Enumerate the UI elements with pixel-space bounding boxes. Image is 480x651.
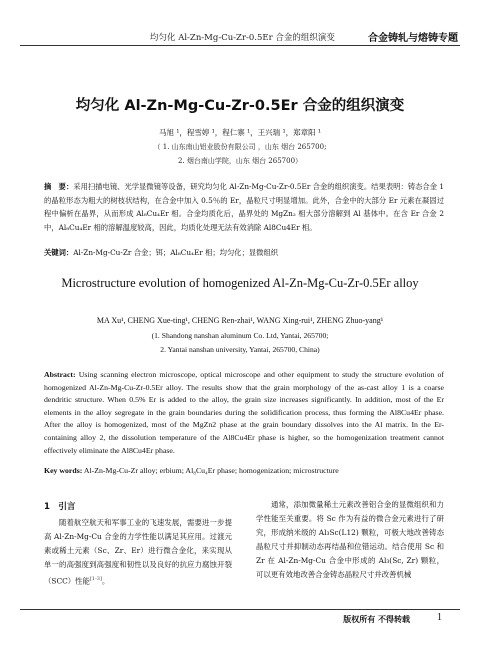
english-keywords-label: Key words:: [44, 466, 83, 475]
chinese-keywords-label: 关键词：: [44, 248, 74, 257]
chinese-abstract-text: 采用扫描电镜、光学显微镜等设备，研究均匀化 Al-Zn-Mg-Cu-Zr-0.5Er 合金的组织演变。结果表明：铸态合金 1 的晶粒形态为粗大的树枝状结构，在合金中加入 0.5％的 Er，晶粒尺寸明显增加。此外，合金中的大部分 Er 元素在凝固过程中偏析在晶界，从而形成 Al₈Cu₄Er 相。合金均质化后，晶界处的 MgZn₂ 相大部分溶解到 Al 基体中。在含 Er 合金 2 中，Al₈Cu₄Er 相的溶解温度较高，因此，均质化处理无法有效消除 Al8Cu4Er 相。: [44, 182, 445, 233]
english-abstract: [44, 369, 444, 457]
header-rule: [20, 45, 460, 46]
body-column-left: [44, 516, 232, 588]
section-heading: 1 引言: [44, 502, 76, 512]
english-affiliation-1: (1. Shandong nanshan aluminum Co. Ltd, Yantai, 265700;: [151, 331, 329, 340]
english-abstract-label: Abstract:: [44, 370, 76, 379]
chinese-affiliation-1: （ 1. 山东南山铝业股份有限公司 ，山东 烟台 265700;: [153, 143, 327, 151]
running-title: 均匀化 Al-Zn-Mg-Cu-Zr-0.5Er 合金的组织演变: [150, 33, 335, 43]
chinese-keywords: [44, 248, 444, 258]
chinese-keywords-text: Al-Zn-Mg-Cu-Zr 合金；铒；Al₈Cu₄Er 相；均匀化；显微组织: [73, 248, 279, 257]
page-number: 1: [437, 612, 442, 623]
english-abstract-text: Using scanning electron microscope, optical microscope and other equipment to study the structure evolution of homogenized Al-Zn-Mg-Cu-Zr-0.5Er alloy. The results show that the grain morphology of the as-cast alloy 1 is a coarse dendritic structure. When 0.5% Er is added to the alloy, the grain size increases significantly. In addition, most of the Er elements in the alloy segregate in the grain boundaries during the solidification process, thus forming the Al8Cu4Er phase. After the alloy is homogenized, most of the MgZn2 phase at the grain boundary dissolves into the Al matrix. In the Er-containing alloy 2, the dissolution temperature of the Al8Cu4Er phase is higher, so the homogenization treatment cannot effectively eliminate the Al8Cu4Er phase.: [44, 370, 445, 455]
citation: [1-3]: [89, 576, 102, 582]
body-column-right: [256, 498, 444, 582]
english-authors: MA Xu¹, CHENG Xue-ting¹, CHENG Ren-zhai¹, WANG Xing-rui¹, ZHENG Zhuo-yang¹: [96, 316, 384, 325]
english-keywords-text: Al-Zn-Mg-Cu-Zr alloy; erbium; Al₈Cu₄Er phase; homogenization; microstructure: [83, 466, 339, 475]
journal-section: 合金铸轧与熔铸专题: [368, 33, 458, 44]
chinese-abstract-label: 摘 要：: [44, 182, 74, 191]
chinese-title: 均匀化 Al-Zn-Mg-Cu-Zr-0.5Er 合金的组织演变: [75, 98, 405, 114]
left-paragraph: 随着航空航天和军事工业的飞速发展，需要进一步提高 Al-Zn-Mg-Cu 合金的力学性能以满足其应用。过渡元素或稀土元素（Sc、Zr、Er）进行微合金化，来实现从单一的高强度到高强度和韧性以及良好的抗应力腐蚀开裂（SCC）性能: [44, 518, 232, 586]
copyright-notice: 版权所有 不得转载: [343, 614, 410, 624]
right-paragraph: 通常，添加微量稀土元素改善铝合金的显微组织和力学性能至关重要。将 Sc 作为有益的微合金元素进行了研究，形成纳米级的 Al₃Sc(L12) 颗粒，可极大地改善铸态晶粒尺寸并抑制动态再结晶和位错运动。结合使用 Sc 和 Zr 在 Al-Zn-Mg-Cu 合金中形成的 Al₃(Sc, Zr) 颗粒，可以更有效地改善合金铸态晶粒尺寸并改善机械: [256, 500, 444, 579]
page-header: [0, 0, 480, 48]
english-affiliation-2: 2. Yantai nanshan university, Yantai, 265700, China): [160, 345, 320, 354]
footer-rule: [20, 609, 460, 610]
left-paragraph-end: 。: [101, 576, 110, 586]
english-title: Microstructure evolution of homogenized Al-Zn-Mg-Cu-Zr-0.5Er alloy: [61, 276, 419, 290]
chinese-abstract: [44, 180, 444, 235]
chinese-affiliation-2: 2. 烟台南山学院，山东 烟台 265700）: [177, 157, 303, 165]
chinese-authors: 马旭 ¹，程雪婷 ¹，程仁寨 ¹，王兴瑞 ¹，郑章阳 ¹: [159, 128, 321, 137]
english-keywords: [44, 466, 444, 475]
